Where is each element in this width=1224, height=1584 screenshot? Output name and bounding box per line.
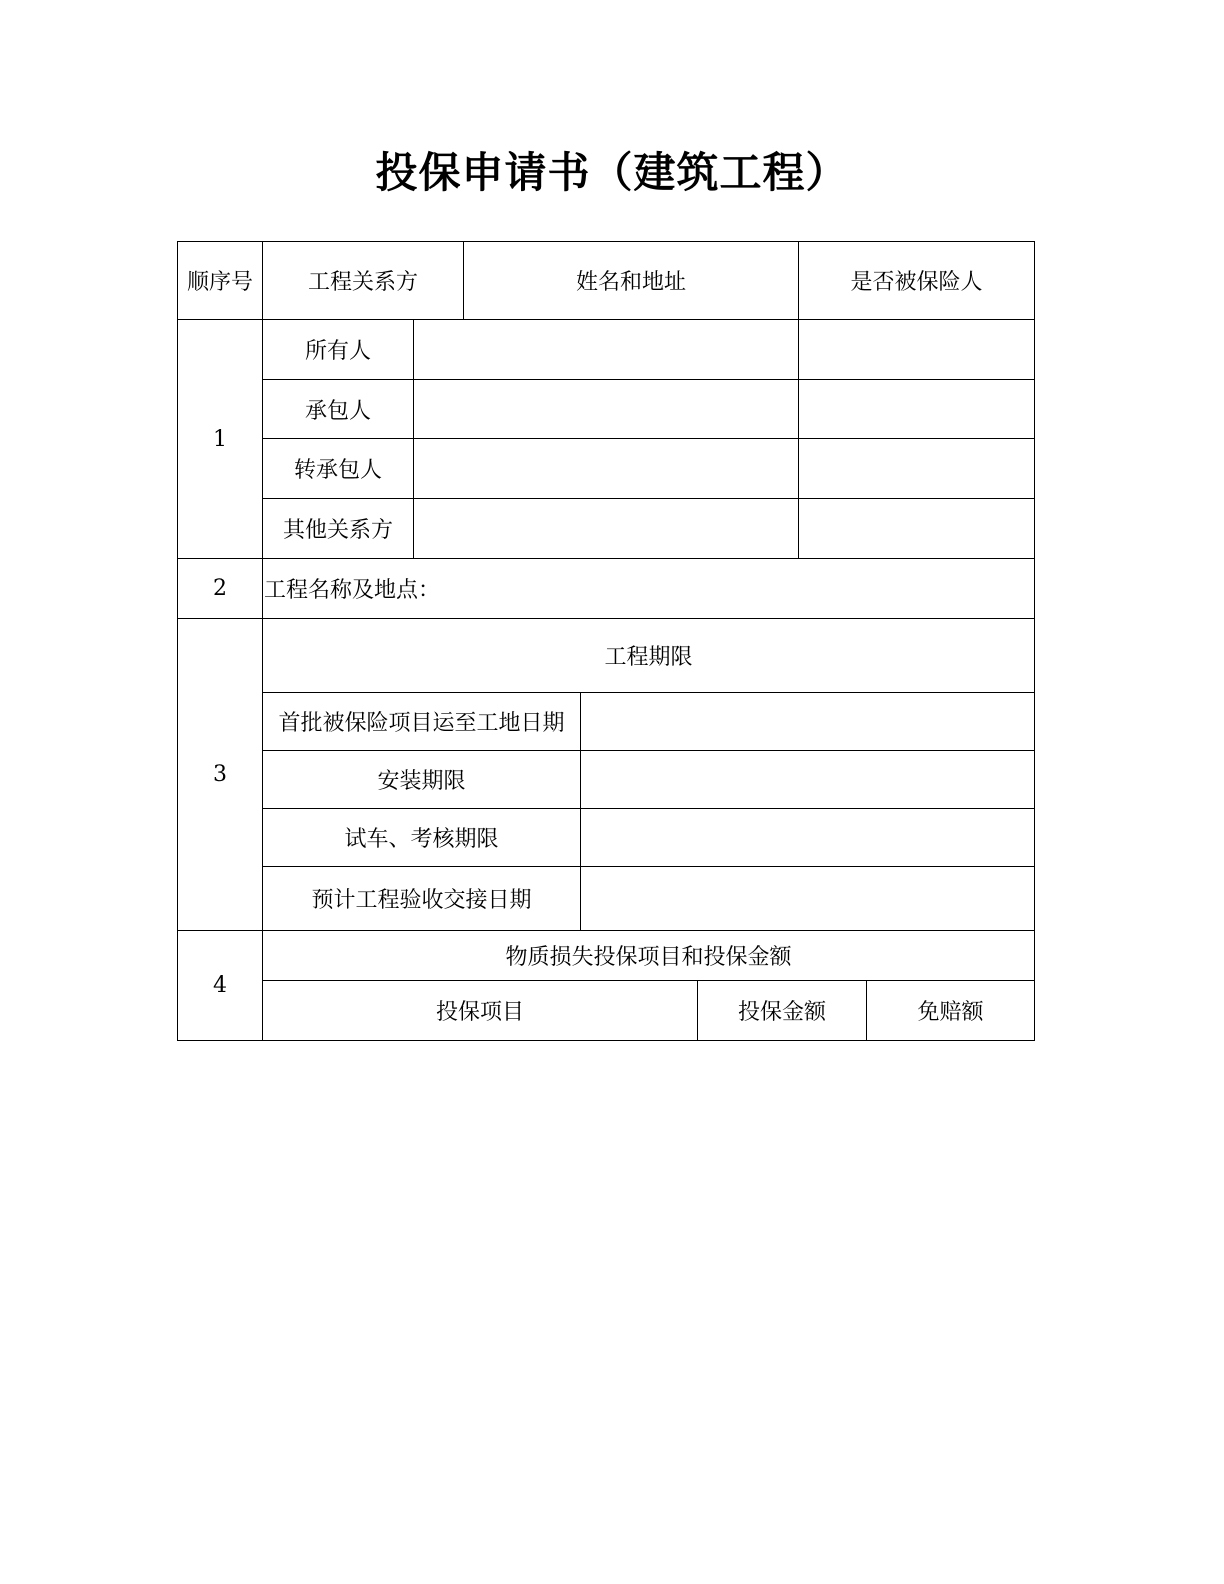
contractor-insured-field[interactable] bbox=[799, 380, 1034, 438]
party-contractor-label: 承包人 bbox=[304, 398, 371, 424]
acceptance-date-label: 预计工程验收交接日期 bbox=[311, 888, 532, 913]
contractor-name-address-field[interactable] bbox=[414, 380, 798, 438]
project-name-location-label: 工程名称及地点： bbox=[264, 578, 441, 603]
other-name-address-field[interactable] bbox=[414, 499, 798, 558]
subcontractor-insured-field[interactable] bbox=[799, 439, 1034, 498]
owner-name-address-field[interactable] bbox=[414, 320, 798, 379]
owner-insured-field[interactable] bbox=[799, 320, 1034, 379]
project-period-heading: 工程期限 bbox=[604, 645, 693, 670]
project-name-location-field[interactable] bbox=[562, 559, 1034, 618]
party-subcontractor-label: 转承包人 bbox=[293, 458, 382, 483]
insured-amount-column-header: 投保金额 bbox=[737, 1000, 826, 1025]
installation-period-label: 安装期限 bbox=[377, 769, 466, 794]
other-insured-field[interactable] bbox=[799, 499, 1034, 558]
header-seq: 顺序号 bbox=[186, 270, 253, 295]
party-owner-label: 所有人 bbox=[304, 339, 371, 364]
section-1-number: 1 bbox=[213, 426, 227, 452]
first-delivery-date-label: 首批被保险项目运至工地日期 bbox=[278, 711, 565, 736]
section-2-number: 2 bbox=[213, 576, 227, 601]
test-run-period-field[interactable] bbox=[581, 809, 1034, 866]
installation-period-field[interactable] bbox=[581, 751, 1034, 808]
section-3-number: 3 bbox=[213, 762, 227, 787]
deductible-column-header: 免赔额 bbox=[917, 1000, 984, 1025]
party-other-label: 其他关系方 bbox=[282, 518, 393, 543]
section-4-number: 4 bbox=[213, 973, 227, 998]
insured-item-column-header: 投保项目 bbox=[435, 1000, 524, 1025]
subcontractor-name-address-field[interactable] bbox=[414, 439, 798, 498]
page-title: 投保申请书（建筑工程） bbox=[375, 148, 849, 197]
acceptance-date-field[interactable] bbox=[581, 867, 1034, 930]
header-party: 工程关系方 bbox=[307, 270, 418, 295]
first-delivery-date-field[interactable] bbox=[581, 693, 1034, 750]
header-insured: 是否被保险人 bbox=[850, 270, 983, 295]
header-name-address: 姓名和地址 bbox=[575, 270, 686, 295]
material-damage-heading: 物质损失投保项目和投保金额 bbox=[505, 945, 792, 970]
test-run-period-label: 试车、考核期限 bbox=[344, 827, 499, 852]
